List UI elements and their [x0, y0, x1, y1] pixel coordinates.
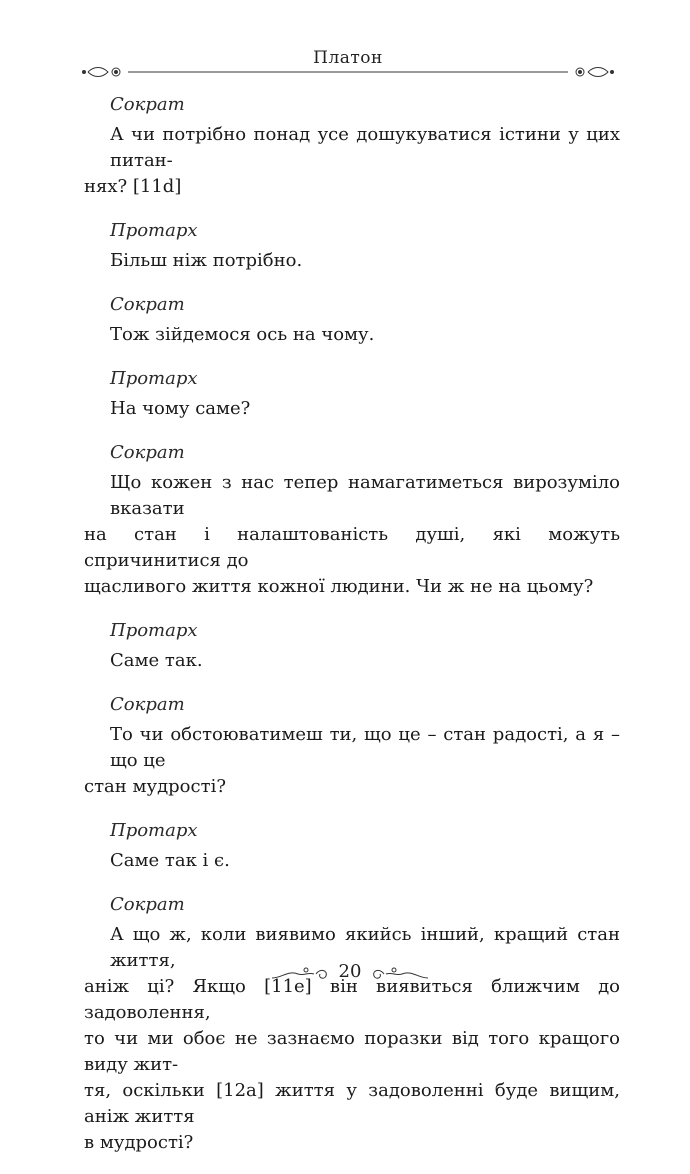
page-number: 20 [338, 961, 362, 982]
speech-line: Саме так. [110, 650, 203, 671]
speaker-name: Сократ [110, 894, 185, 915]
speech-line: щасливого життя кожної людини. Чи ж не на цьому? [84, 576, 594, 597]
dialogue-turn [84, 440, 620, 600]
speech-line: аніж ці? Якщо [11e] він виявиться ближчим до задоволення, [84, 976, 620, 1023]
right-flourish-icon [370, 964, 430, 984]
dialogue-turn [110, 818, 620, 874]
dialogue-turn [84, 892, 620, 1156]
dialogue-turn [84, 692, 620, 800]
speech-line: Більш ніж потрібно. [110, 250, 303, 271]
dialogue-turn [110, 618, 620, 674]
speech-line: Що кожен з нас тепер намагатиметься вирозуміло вказати [110, 472, 620, 519]
speaker-name: Сократ [110, 694, 185, 715]
speech-line: то чи ми обоє не зазнаємо поразки від того кращого виду жит- [84, 1028, 620, 1075]
speaker-name: Протарх [110, 368, 198, 389]
speech-line: Тож зійдемося ось на чому. [110, 324, 375, 345]
speech-line: тя, оскільки [12a] життя у задоволенні буде вищим, аніж життя [84, 1080, 620, 1127]
speech-line: нях? [11d] [84, 176, 182, 197]
page-header [78, 44, 618, 84]
speaker-name: Протарх [110, 820, 198, 841]
speech-line: в мудрості? [84, 1132, 194, 1153]
speech-line: А що ж, коли виявимо якийсь інший, кращий стан життя, [110, 924, 620, 971]
speech-line: То чи обстоюватимеш ти, що це – стан радості, а я – що це [110, 724, 620, 771]
dialogue-text [84, 92, 620, 1174]
ornamental-rule-icon [78, 64, 618, 80]
speaker-name: Сократ [110, 442, 185, 463]
speaker-name: Сократ [110, 294, 185, 315]
speaker-name: Сократ [110, 94, 185, 115]
speaker-name: Протарх [110, 620, 198, 641]
speech-line: На чому саме? [110, 398, 251, 419]
speaker-name: Протарх [110, 220, 198, 241]
speech-line: А чи потрібно понад усе дошукуватися істини у цих питан- [110, 124, 620, 171]
page-footer [270, 958, 430, 988]
speech-line: Саме так і є. [110, 850, 230, 871]
dialogue-turn [110, 218, 620, 274]
dialogue-turn [110, 292, 620, 348]
speech-line: на стан і налаштованість душі, які можуть спричинитися до [84, 524, 620, 571]
running-title: Платон [313, 48, 383, 68]
dialogue-turn [84, 92, 620, 200]
speech-line: стан мудрості? [84, 776, 226, 797]
dialogue-turn [110, 366, 620, 422]
